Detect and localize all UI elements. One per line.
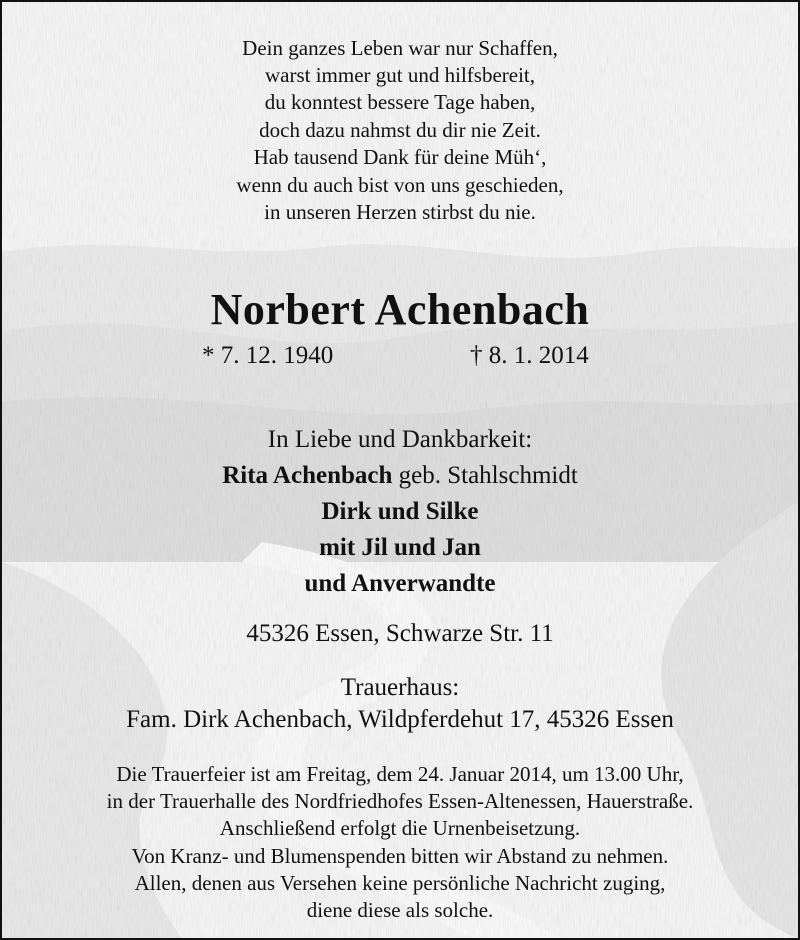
poem-line: wenn du auch bist von uns geschieden, <box>236 173 564 197</box>
spouse-name: Rita Achenbach <box>222 462 393 489</box>
poem-line: Hab tausend Dank für deine Müh‘, <box>253 145 547 169</box>
trauerhaus-label: Trauerhaus: <box>340 674 460 701</box>
ceremony-line: Anschließend erfolgt die Urnenbeisetzung. <box>219 816 581 840</box>
mourners-address: 45326 Essen, Schwarze Str. 11 <box>246 620 554 647</box>
ceremony-line: Die Trauerfeier ist am Freitag, dem 24. Januar 2014, um 13.00 Uhr, <box>116 762 684 786</box>
ceremony-line: Allen, denen aus Versehen keine persönliche Nachricht zuging, <box>134 871 666 895</box>
trauerhaus-address: Fam. Dirk Achenbach, Wildpferdehut 17, 45326 Essen <box>126 706 674 733</box>
poem-line: warst immer gut und hilfsbereit, <box>264 63 536 87</box>
death-date: † 8. 1. 2014 <box>470 342 589 369</box>
ceremony-line: Von Kranz- und Blumenspenden bitten wir Abstand zu nehmen. <box>131 844 669 868</box>
spouse-line <box>2 462 798 490</box>
mourners-intro: In Liebe und Dankbarkeit: <box>267 426 533 453</box>
mourners-line: mit Jil und Jan <box>319 534 481 561</box>
poem-line: doch dazu nahmst du dir nie Zeit. <box>259 118 541 142</box>
mourners-line: und Anverwandte <box>304 570 496 597</box>
poem-line: du konntest bessere Tage haben, <box>264 90 536 114</box>
notice-content <box>2 2 798 938</box>
poem-line: in unseren Herzen stirbst du nie. <box>264 200 536 224</box>
spouse-maiden-name: geb. Stahlschmidt <box>398 462 578 489</box>
birth-date: * 7. 12. 1940 <box>202 342 334 369</box>
mourners-line: Dirk und Silke <box>321 498 479 525</box>
ceremony-line: in der Trauerhalle des Nordfriedhofes Essen-Altenessen, Hauerstraße. <box>106 789 694 813</box>
deceased-name: Norbert Achenbach <box>210 285 590 334</box>
ceremony-line: diene diese als solche. <box>306 898 494 922</box>
poem-line: Dein ganzes Leben war nur Schaffen, <box>242 36 558 60</box>
